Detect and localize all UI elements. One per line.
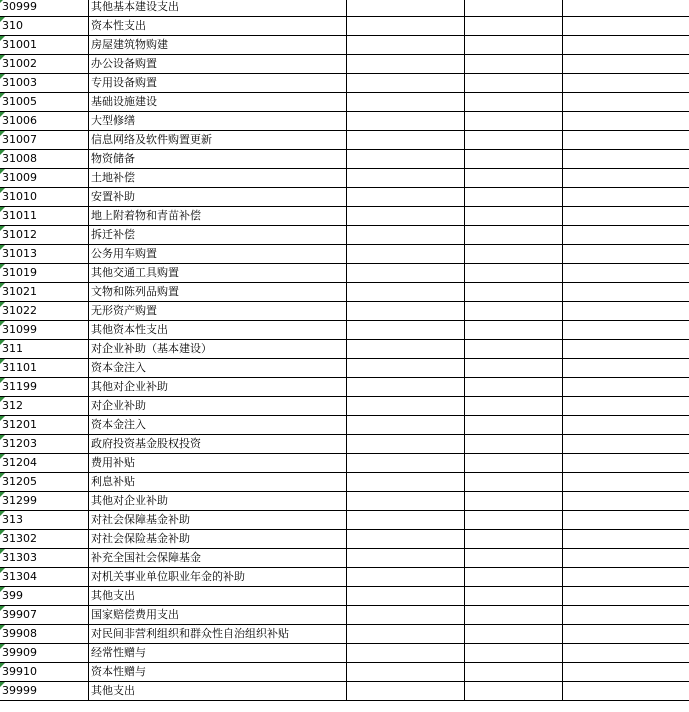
cell-empty[interactable] <box>465 340 563 358</box>
cell-empty[interactable] <box>347 131 465 149</box>
cell-empty[interactable] <box>563 454 689 472</box>
cell-code[interactable]: 31012 <box>0 226 89 244</box>
cell-empty[interactable] <box>347 17 465 35</box>
cell-empty[interactable] <box>465 682 563 700</box>
cell-empty[interactable] <box>563 340 689 358</box>
cell-name[interactable]: 其他对企业补助 <box>89 378 347 396</box>
table-row <box>0 606 689 625</box>
cell-empty[interactable] <box>465 112 563 130</box>
cell-empty[interactable] <box>563 530 689 548</box>
cell-code[interactable]: 31019 <box>0 264 89 282</box>
cell-empty[interactable] <box>465 606 563 624</box>
cell-empty[interactable] <box>347 378 465 396</box>
cell-empty[interactable] <box>563 359 689 377</box>
cell-empty[interactable] <box>465 568 563 586</box>
cell-empty[interactable] <box>347 625 465 643</box>
cell-empty[interactable] <box>465 435 563 453</box>
cell-name[interactable]: 办公设备购置 <box>89 55 347 73</box>
cell-empty[interactable] <box>563 625 689 643</box>
cell-empty[interactable] <box>563 606 689 624</box>
cell-empty[interactable] <box>347 492 465 510</box>
cell-code[interactable]: 31013 <box>0 245 89 263</box>
cell-empty[interactable] <box>563 378 689 396</box>
cell-code[interactable]: 310 <box>0 17 89 35</box>
cell-empty[interactable] <box>465 150 563 168</box>
table-row <box>0 150 689 169</box>
table-row <box>0 112 689 131</box>
table-row <box>0 283 689 302</box>
cell-empty[interactable] <box>465 473 563 491</box>
cell-name[interactable]: 信息网络及软件购置更新 <box>89 131 347 149</box>
cell-empty[interactable] <box>465 169 563 187</box>
cell-empty[interactable] <box>465 0 563 16</box>
cell-empty[interactable] <box>347 568 465 586</box>
cell-code[interactable]: 31299 <box>0 492 89 510</box>
cell-empty[interactable] <box>347 264 465 282</box>
table-row <box>0 169 689 188</box>
cell-name[interactable]: 对社会保障基金补助 <box>89 511 347 529</box>
cell-code[interactable]: 39908 <box>0 625 89 643</box>
cell-empty[interactable] <box>465 321 563 339</box>
cell-empty[interactable] <box>563 682 689 700</box>
cell-empty[interactable] <box>563 321 689 339</box>
cell-empty[interactable] <box>347 93 465 111</box>
cell-empty[interactable] <box>347 112 465 130</box>
cell-code[interactable]: 31007 <box>0 131 89 149</box>
cell-name[interactable]: 物资储备 <box>89 150 347 168</box>
cell-empty[interactable] <box>347 587 465 605</box>
cell-code[interactable]: 31009 <box>0 169 89 187</box>
cell-code[interactable]: 31304 <box>0 568 89 586</box>
table-row <box>0 340 689 359</box>
cell-empty[interactable] <box>465 36 563 54</box>
cell-empty[interactable] <box>465 397 563 415</box>
cell-empty[interactable] <box>563 207 689 225</box>
cell-name[interactable]: 其他资本性支出 <box>89 321 347 339</box>
cell-empty[interactable] <box>465 207 563 225</box>
table-row <box>0 473 689 492</box>
table-row <box>0 36 689 55</box>
cell-code[interactable]: 31001 <box>0 36 89 54</box>
cell-name[interactable]: 其他交通工具购置 <box>89 264 347 282</box>
cell-empty[interactable] <box>563 663 689 681</box>
cell-code[interactable]: 31008 <box>0 150 89 168</box>
cell-empty[interactable] <box>465 378 563 396</box>
cell-empty[interactable] <box>347 511 465 529</box>
cell-code[interactable]: 31302 <box>0 530 89 548</box>
cell-empty[interactable] <box>347 169 465 187</box>
cell-empty[interactable] <box>563 93 689 111</box>
cell-code[interactable]: 31003 <box>0 74 89 92</box>
table-row <box>0 663 689 682</box>
cell-empty[interactable] <box>347 397 465 415</box>
cell-name[interactable]: 对民间非营利组织和群众性自治组织补贴 <box>89 625 347 643</box>
table-row <box>0 511 689 530</box>
cell-empty[interactable] <box>563 435 689 453</box>
cell-code[interactable]: 31022 <box>0 302 89 320</box>
cell-empty[interactable] <box>347 55 465 73</box>
cell-empty[interactable] <box>347 321 465 339</box>
cell-name[interactable]: 房屋建筑物购建 <box>89 36 347 54</box>
cell-code[interactable]: 30999 <box>0 0 89 16</box>
cell-empty[interactable] <box>563 473 689 491</box>
cell-code[interactable]: 31005 <box>0 93 89 111</box>
cell-name[interactable]: 其他支出 <box>89 587 347 605</box>
cell-empty[interactable] <box>563 245 689 263</box>
cell-empty[interactable] <box>563 511 689 529</box>
cell-empty[interactable] <box>563 0 689 16</box>
cell-empty[interactable] <box>563 17 689 35</box>
cell-name[interactable]: 对企业补助（基本建设） <box>89 340 347 358</box>
cell-empty[interactable] <box>563 568 689 586</box>
cell-empty[interactable] <box>465 549 563 567</box>
cell-empty[interactable] <box>563 36 689 54</box>
cell-name[interactable]: 其他对企业补助 <box>89 492 347 510</box>
cell-empty[interactable] <box>465 359 563 377</box>
cell-name[interactable]: 对机关事业单位职业年金的补助 <box>89 568 347 586</box>
cell-code[interactable]: 31303 <box>0 549 89 567</box>
cell-code[interactable]: 312 <box>0 397 89 415</box>
cell-empty[interactable] <box>465 302 563 320</box>
cell-name[interactable]: 安置补助 <box>89 188 347 206</box>
table-row <box>0 321 689 340</box>
cell-name[interactable]: 大型修缮 <box>89 112 347 130</box>
cell-empty[interactable] <box>347 663 465 681</box>
cell-code[interactable]: 31011 <box>0 207 89 225</box>
cell-name[interactable]: 政府投资基金股权投资 <box>89 435 347 453</box>
cell-code[interactable]: 31010 <box>0 188 89 206</box>
cell-code[interactable]: 39909 <box>0 644 89 662</box>
cell-code[interactable]: 31199 <box>0 378 89 396</box>
cell-name[interactable]: 费用补贴 <box>89 454 347 472</box>
cell-name[interactable]: 专用设备购置 <box>89 74 347 92</box>
cell-empty[interactable] <box>347 473 465 491</box>
table-row <box>0 530 689 549</box>
table-row <box>0 93 689 112</box>
cell-empty[interactable] <box>465 492 563 510</box>
cell-name[interactable]: 无形资产购置 <box>89 302 347 320</box>
cell-name[interactable]: 资本性赠与 <box>89 663 347 681</box>
cell-empty[interactable] <box>465 55 563 73</box>
cell-code[interactable]: 31201 <box>0 416 89 434</box>
table-row <box>0 682 689 701</box>
table-row <box>0 549 689 568</box>
cell-empty[interactable] <box>563 492 689 510</box>
cell-code[interactable]: 31099 <box>0 321 89 339</box>
cell-name[interactable]: 公务用车购置 <box>89 245 347 263</box>
cell-empty[interactable] <box>347 606 465 624</box>
cell-empty[interactable] <box>347 340 465 358</box>
cell-empty[interactable] <box>465 625 563 643</box>
cell-empty[interactable] <box>563 302 689 320</box>
cell-empty[interactable] <box>347 435 465 453</box>
table-row <box>0 378 689 397</box>
table-row <box>0 454 689 473</box>
cell-empty[interactable] <box>465 511 563 529</box>
cell-code[interactable]: 311 <box>0 340 89 358</box>
cell-code[interactable]: 399 <box>0 587 89 605</box>
cell-empty[interactable] <box>347 454 465 472</box>
cell-empty[interactable] <box>347 245 465 263</box>
cell-empty[interactable] <box>465 587 563 605</box>
table-row <box>0 359 689 378</box>
table-row <box>0 188 689 207</box>
cell-name[interactable]: 资本性支出 <box>89 17 347 35</box>
cell-empty[interactable] <box>465 17 563 35</box>
cell-name[interactable]: 对企业补助 <box>89 397 347 415</box>
table-row <box>0 625 689 644</box>
table-row <box>0 568 689 587</box>
table-row <box>0 397 689 416</box>
table-row <box>0 416 689 435</box>
cell-empty[interactable] <box>347 302 465 320</box>
cell-name[interactable]: 拆迁补偿 <box>89 226 347 244</box>
cell-name[interactable]: 其他支出 <box>89 682 347 700</box>
cell-empty[interactable] <box>465 226 563 244</box>
table-row <box>0 0 689 17</box>
table-row <box>0 245 689 264</box>
table-row <box>0 587 689 606</box>
cell-code[interactable]: 31203 <box>0 435 89 453</box>
cell-empty[interactable] <box>465 245 563 263</box>
cell-empty[interactable] <box>347 226 465 244</box>
table-row <box>0 435 689 454</box>
cell-code[interactable]: 39907 <box>0 606 89 624</box>
cell-code[interactable]: 313 <box>0 511 89 529</box>
cell-empty[interactable] <box>563 226 689 244</box>
cell-name[interactable]: 对社会保险基金补助 <box>89 530 347 548</box>
cell-empty[interactable] <box>563 74 689 92</box>
table-row <box>0 55 689 74</box>
cell-empty[interactable] <box>347 188 465 206</box>
cell-empty[interactable] <box>465 131 563 149</box>
cell-empty[interactable] <box>563 55 689 73</box>
cell-code[interactable]: 31204 <box>0 454 89 472</box>
cell-empty[interactable] <box>347 283 465 301</box>
cell-empty[interactable] <box>347 416 465 434</box>
cell-code[interactable]: 31205 <box>0 473 89 491</box>
table-row <box>0 264 689 283</box>
cell-empty[interactable] <box>563 397 689 415</box>
cell-empty[interactable] <box>465 283 563 301</box>
cell-code[interactable]: 39999 <box>0 682 89 700</box>
table-row <box>0 492 689 511</box>
cell-empty[interactable] <box>347 682 465 700</box>
cell-name[interactable]: 补充全国社会保障基金 <box>89 549 347 567</box>
cell-empty[interactable] <box>347 530 465 548</box>
cell-empty[interactable] <box>563 150 689 168</box>
cell-name[interactable]: 经常性赠与 <box>89 644 347 662</box>
cell-empty[interactable] <box>465 188 563 206</box>
cell-empty[interactable] <box>465 416 563 434</box>
cell-empty[interactable] <box>563 169 689 187</box>
table-row <box>0 302 689 321</box>
cell-empty[interactable] <box>563 416 689 434</box>
cell-empty[interactable] <box>347 207 465 225</box>
table-row <box>0 74 689 93</box>
cell-empty[interactable] <box>465 663 563 681</box>
cell-empty[interactable] <box>465 644 563 662</box>
cell-empty[interactable] <box>563 587 689 605</box>
cell-name[interactable]: 资本金注入 <box>89 359 347 377</box>
cell-empty[interactable] <box>563 131 689 149</box>
cell-name[interactable]: 国家赔偿费用支出 <box>89 606 347 624</box>
cell-code[interactable]: 31021 <box>0 283 89 301</box>
cell-empty[interactable] <box>347 36 465 54</box>
table-row <box>0 207 689 226</box>
cell-empty[interactable] <box>465 74 563 92</box>
cell-name[interactable]: 土地补偿 <box>89 169 347 187</box>
cell-empty[interactable] <box>563 188 689 206</box>
cell-empty[interactable] <box>347 0 465 16</box>
cell-name[interactable]: 文物和陈列品购置 <box>89 283 347 301</box>
cell-name[interactable]: 基础设施建设 <box>89 93 347 111</box>
cell-empty[interactable] <box>347 150 465 168</box>
cell-empty[interactable] <box>347 644 465 662</box>
cell-empty[interactable] <box>563 283 689 301</box>
cell-empty[interactable] <box>347 359 465 377</box>
cell-name[interactable]: 地上附着物和青苗补偿 <box>89 207 347 225</box>
cell-code[interactable]: 39910 <box>0 663 89 681</box>
table-row <box>0 226 689 245</box>
cell-name[interactable]: 资本金注入 <box>89 416 347 434</box>
cell-empty[interactable] <box>563 644 689 662</box>
cell-empty[interactable] <box>347 74 465 92</box>
cell-empty[interactable] <box>347 549 465 567</box>
cell-empty[interactable] <box>465 454 563 472</box>
table-row <box>0 17 689 36</box>
cell-code[interactable]: 31002 <box>0 55 89 73</box>
cell-code[interactable]: 31101 <box>0 359 89 377</box>
cell-empty[interactable] <box>563 264 689 282</box>
cell-name[interactable]: 利息补贴 <box>89 473 347 491</box>
table-row <box>0 131 689 150</box>
table-row <box>0 644 689 663</box>
cell-name[interactable]: 其他基本建设支出 <box>89 0 347 16</box>
cell-code[interactable]: 31006 <box>0 112 89 130</box>
cell-empty[interactable] <box>563 112 689 130</box>
cell-empty[interactable] <box>465 264 563 282</box>
cell-empty[interactable] <box>465 93 563 111</box>
cell-empty[interactable] <box>465 530 563 548</box>
cell-empty[interactable] <box>563 549 689 567</box>
